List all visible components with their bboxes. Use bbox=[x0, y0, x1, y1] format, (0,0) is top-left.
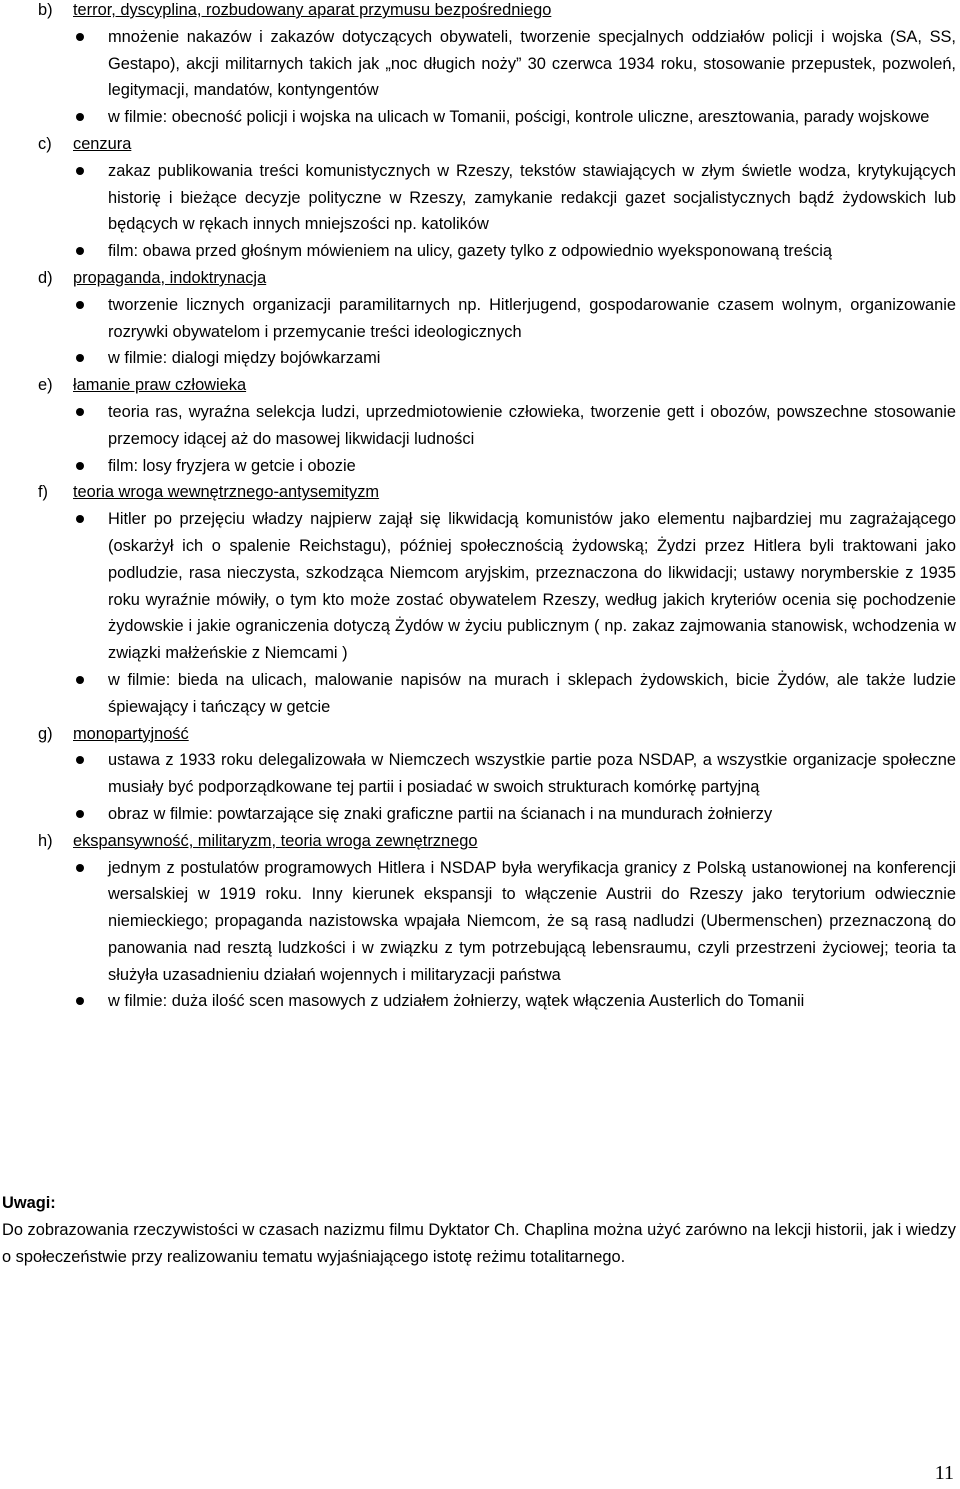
list-item: film: obawa przed głośnym mówieniem na ulicy, gazety tylko z odpowiednio wyeksponowaną treścią bbox=[73, 238, 960, 265]
section-letter: d) bbox=[38, 268, 53, 287]
section-letter: f) bbox=[38, 483, 49, 502]
notes-text: Do zobrazowania rzeczywistości w czasach nazizmu filmu Dyktator Ch. Chaplina można użyć zarówno na lekcji historii, jak i wiedzy o społeczeństwie przy realizowaniu tematu wyjaśniającego istotę reżimu totalitarnego. bbox=[2, 1220, 956, 1266]
section-c bbox=[0, 131, 960, 265]
section-g bbox=[0, 721, 960, 828]
section-letter: g) bbox=[38, 724, 53, 743]
notes-block bbox=[2, 1190, 956, 1270]
section-letter: c) bbox=[38, 134, 52, 153]
section-title: łamanie praw człowieka bbox=[73, 376, 247, 395]
bullet-list bbox=[73, 506, 960, 720]
bullet-list bbox=[73, 292, 960, 372]
list-item: ustawa z 1933 roku delegalizowała w Niemczech wszystkie partie poza NSDAP, a wszystkie organizacje społeczne musiały być podporządkowane tej partii i posiadać w swoich strukturach komórkę partyjną bbox=[73, 747, 960, 801]
list-item: w filmie: obecność policji i wojska na ulicach w Tomanii, pościgi, kontrole uliczne, aresztowania, parady wojskowe bbox=[73, 104, 960, 131]
section-letter: b) bbox=[38, 1, 53, 19]
section-letter: h) bbox=[38, 831, 53, 850]
section-title: propaganda, indoktrynacja bbox=[73, 268, 267, 287]
section-title: teoria wroga wewnętrznego-antysemityzm bbox=[73, 483, 380, 502]
list-item: Hitler po przejęciu władzy najpierw zajął się likwidacją komunistów jako elementu najbardziej mu zagrażającego (oskarżył ich o spalenie Reichstagu), później społecznością żydowską; Żydzi przez Hitlera byli traktowani jako podludzie, rasa nieczysta, szkodząca Niemcom aryjskim, przeznaczona do likwidacji; ustawy norymberskie z 1935 roku wyraźnie mówiły, o tym kto może zostać obywatelem Rzeszy, według jakich kryteriów ocenia się pochodzenie żydowskie i jakie ograniczenia dotyczą Żydów w życiu publicznym ( np. zakaz zajmowania stanowisk, wchodzenia w związki małżeńskie z Niemcami ) bbox=[73, 506, 960, 667]
page-number: 11 bbox=[934, 1462, 954, 1484]
section-title: terror, dyscyplina, rozbudowany aparat przymusu bezpośredniego bbox=[73, 1, 552, 19]
section-title: monopartyjność bbox=[73, 724, 189, 743]
section-title: cenzura bbox=[73, 134, 132, 153]
bullet-list bbox=[73, 855, 960, 1016]
list-item: obraz w filmie: powtarzające się znaki graficzne partii na ścianach i na mundurach żołnierzy bbox=[73, 801, 960, 828]
bullet-list bbox=[73, 158, 960, 265]
section-h bbox=[0, 828, 960, 1016]
list-item: zakaz publikowania treści komunistycznych w Rzeszy, tekstów stawiających w złym świetle wodza, krytykujących historię i bieżące decyzje polityczne w Rzeszy, zamykanie redakcji gazet socjalistycznych bądź żydowskich lub będących w rękach innych mniejszości np. katolików bbox=[73, 158, 960, 238]
bullet-list bbox=[73, 399, 960, 479]
list-item: w filmie: bieda na ulicach, malowanie napisów na murach i sklepach żydowskich, bicie Żydów, ale także ludzie śpiewający i tańczący w getcie bbox=[73, 667, 960, 721]
section-b bbox=[0, 0, 960, 131]
bullet-list bbox=[73, 24, 960, 131]
section-title: ekspansywność, militaryzm, teoria wroga zewnętrznego bbox=[73, 831, 478, 850]
section-e bbox=[0, 372, 960, 479]
list-item: film: losy fryzjera w getcie i obozie bbox=[73, 453, 960, 480]
notes-title: Uwagi: bbox=[2, 1194, 56, 1212]
section-d bbox=[0, 265, 960, 372]
list-item: w filmie: duża ilość scen masowych z udziałem żołnierzy, wątek włączenia Austerlich do Tomanii bbox=[73, 988, 960, 1015]
list-item: mnożenie nakazów i zakazów dotyczących obywateli, tworzenie specjalnych oddziałów policji i wojska (SA, SS, Gestapo), akcji militarnych takich jak „noc długich noży” 30 czerwca 1934 roku, stosowanie przepustek, pozwoleń, legitymacji, mandatów, kontyngentów bbox=[73, 24, 960, 104]
list-item: jednym z postulatów programowych Hitlera i NSDAP była weryfikacja granicy z Polską ustanowionej na konferencji wersalskiej w 1919 roku. Inny kierunek ekspansji to włączenie Austrii do Rzeszy jako terytorium odwiecznie niemieckiego; propaganda nazistowska wpajała Niemcom, że są rasą nadludzi (Ubermenschen) przeznaczoną do panowania nad resztą ludzkości i w związku z tym potrzebującą lebensraumu, czyli przestrzeni życiowej; teoria ta służyła uzasadnieniu działań wojennych i militaryzacji państwa bbox=[73, 855, 960, 989]
bullet-list bbox=[73, 747, 960, 827]
list-item: w filmie: dialogi między bojówkarzami bbox=[73, 345, 960, 372]
section-f bbox=[0, 479, 960, 720]
section-letter: e) bbox=[38, 376, 53, 395]
list-item: teoria ras, wyraźna selekcja ludzi, uprzedmiotowienie człowieka, tworzenie gett i obozów, powszechne stosowanie przemocy idącej aż do masowej likwidacji ludności bbox=[73, 399, 960, 453]
list-item: tworzenie licznych organizacji paramilitarnych np. Hitlerjugend, gospodarowanie czasem wolnym, organizowanie rozrywki obywatelom i przemycanie treści ideologicznych bbox=[73, 292, 960, 346]
